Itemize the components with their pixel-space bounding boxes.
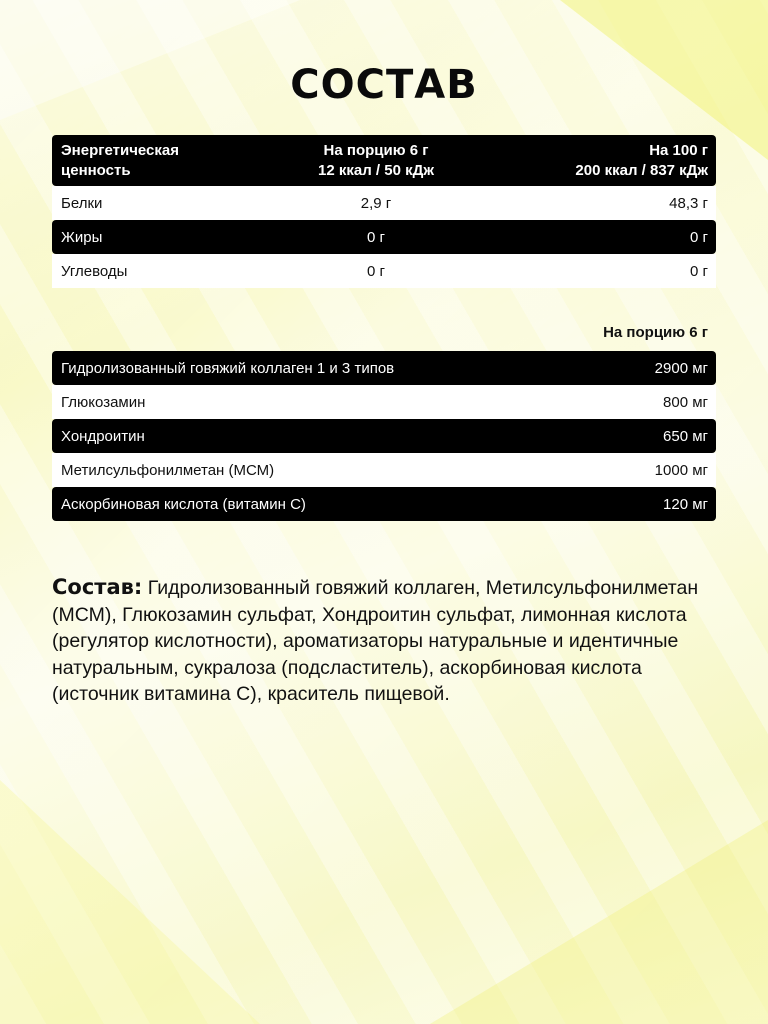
ingredient-name: Глюкозамин	[61, 393, 146, 411]
ingredients-table	[52, 351, 716, 521]
ingredient-name: Аскорбиновая кислота (витамин С)	[61, 495, 306, 513]
ingredient-amount: 120 мг	[663, 495, 708, 513]
header-label-line1: Энергетическая	[61, 141, 179, 159]
composition-label: Состав:	[52, 575, 143, 599]
nutrient-per-serving: 0 г	[367, 228, 385, 246]
nutrient-per-100g: 0 г	[690, 228, 708, 246]
ingredient-name: Гидролизованный говяжий коллаген 1 и 3 типов	[61, 359, 395, 377]
nutrition-table	[52, 135, 716, 288]
nutrient-per-serving: 0 г	[367, 262, 385, 280]
table-row	[52, 220, 716, 254]
header-label-line2: ценность	[61, 161, 131, 179]
ingredient-name: Метилсульфонилметан (МСМ)	[61, 461, 275, 479]
nutrient-name: Углеводы	[61, 262, 128, 280]
table-row	[52, 351, 716, 385]
table-row	[52, 487, 716, 521]
nutrition-table-header	[52, 135, 716, 186]
header-per-serving-line2: 12 ккал / 50 кДж	[318, 161, 434, 179]
ingredient-name: Хондроитин	[61, 427, 145, 445]
table-row	[52, 254, 716, 288]
table-row	[52, 453, 716, 487]
background-facet	[430, 820, 768, 1024]
page-title: СОСТАВ	[290, 62, 478, 108]
background-facet	[0, 780, 260, 1024]
header-per-100g-line1: На 100 г	[649, 141, 708, 159]
ingredient-amount: 2900 мг	[654, 359, 708, 377]
nutrient-name: Жиры	[61, 228, 103, 246]
table-row	[52, 186, 716, 220]
table-row	[52, 385, 716, 419]
header-per-serving	[291, 141, 461, 181]
composition-paragraph	[52, 574, 732, 708]
header-per-serving-line1: На порцию 6 г	[323, 141, 429, 159]
nutrient-per-serving: 2,9 г	[360, 194, 392, 212]
ingredient-amount: 650 мг	[663, 427, 708, 445]
header-per-100g-line2: 200 ккал / 837 кДж	[575, 161, 708, 179]
composition-text: Гидролизованный говяжий коллаген, Метилсульфонилметан (МСМ), Глюкозамин сульфат, Хондроитин сульфат, лимонная кислота (регулятор кислотности), ароматизаторы натуральные и идентичные натуральным, сукралоза (подсластитель), аскорбиновая кислота (источник витамина С), краситель пищевой.	[52, 577, 699, 705]
table-row	[52, 419, 716, 453]
nutrient-per-100g: 48,3 г	[669, 194, 708, 212]
nutrient-name: Белки	[61, 194, 103, 212]
nutrient-per-100g: 0 г	[690, 262, 708, 280]
header-energy-value	[61, 141, 291, 181]
header-per-100g	[461, 141, 708, 181]
ingredients-subheader: На порцию 6 г	[603, 324, 708, 341]
ingredient-amount: 1000 мг	[654, 461, 708, 479]
ingredient-amount: 800 мг	[663, 393, 708, 411]
